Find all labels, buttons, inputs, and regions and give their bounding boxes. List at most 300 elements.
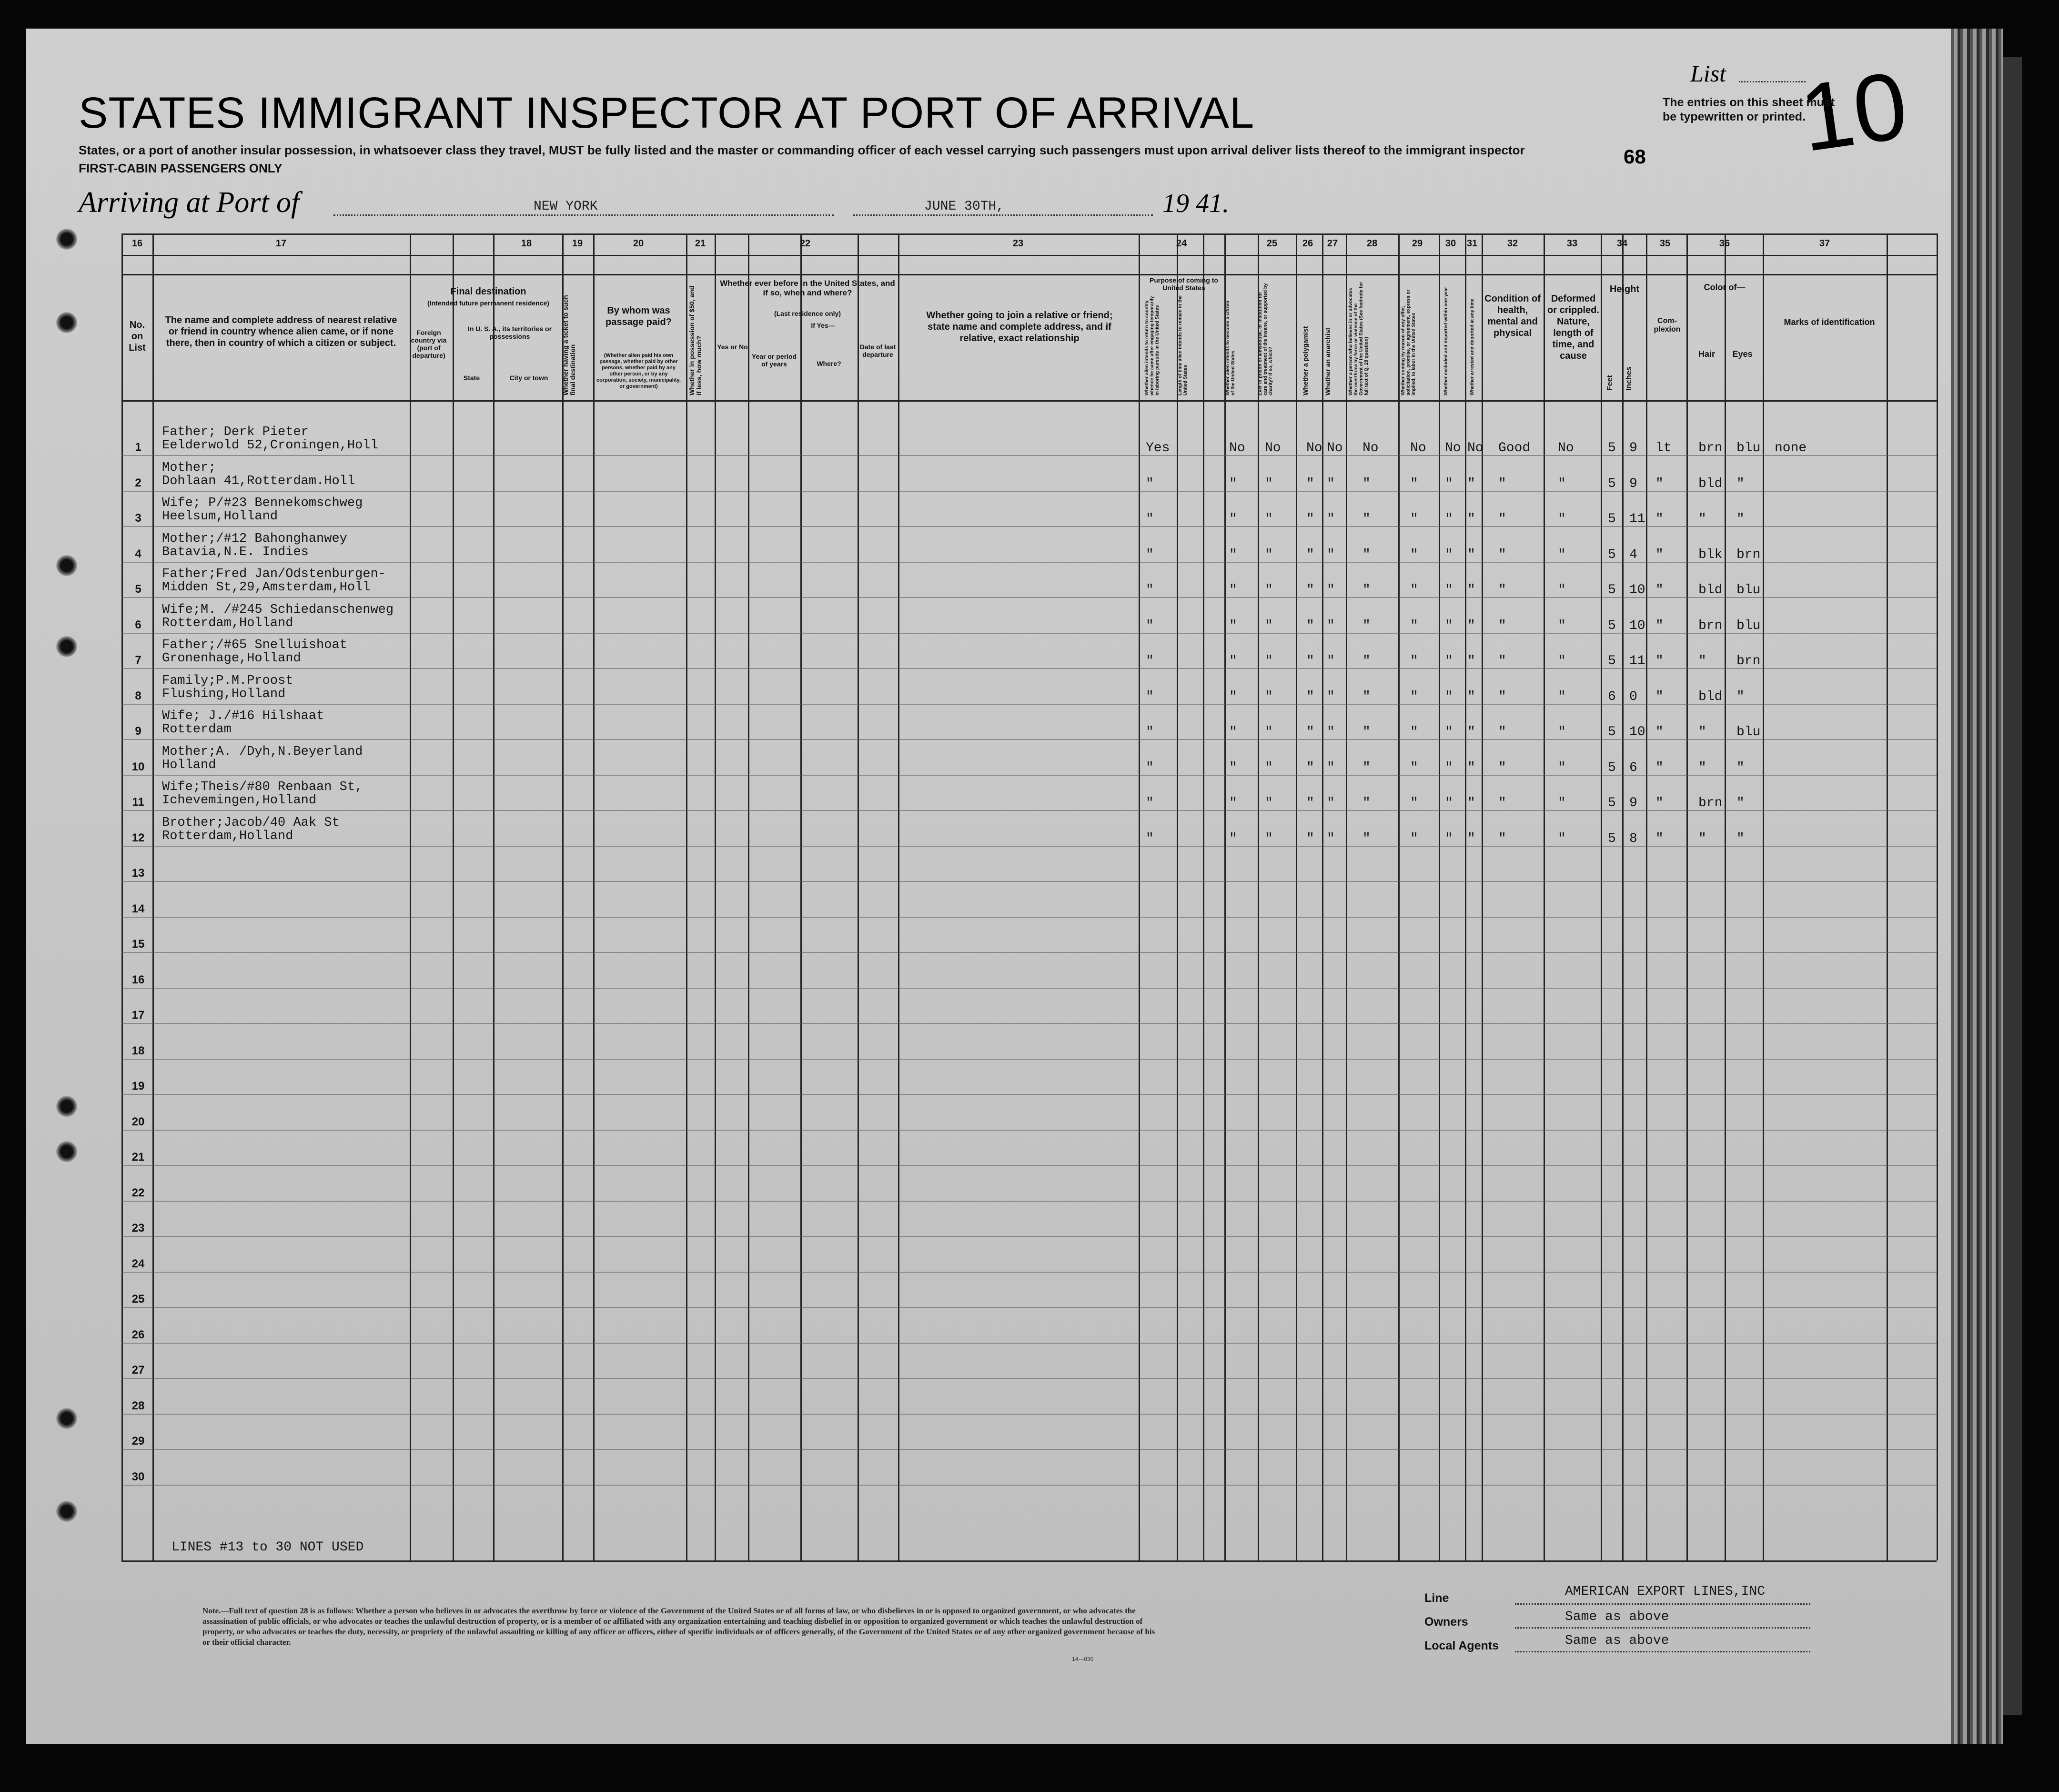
row-rule (121, 562, 1937, 563)
header-bottom-border (121, 400, 1937, 402)
cell-c26: " (1306, 512, 1314, 526)
row-number: 14 (131, 902, 145, 915)
header-purpose: Purpose of coming to United States (1150, 276, 1218, 292)
row-rule (121, 1272, 1937, 1273)
relative-address-line: Rotterdam (162, 722, 232, 737)
cell-purpose: " (1146, 583, 1154, 597)
column-rule (748, 233, 749, 1560)
cell-c28: " (1363, 512, 1371, 526)
column-rule (1439, 233, 1440, 1560)
row-number: 2 (135, 476, 141, 489)
column-rule (121, 233, 123, 1560)
row-number: 5 (135, 583, 141, 596)
cell-c27: No (1327, 441, 1343, 456)
binding-edge (2003, 57, 2022, 1715)
cell-deformed: " (1558, 476, 1566, 491)
row-number: 11 (132, 796, 144, 809)
row-rule (121, 775, 1937, 776)
cell-inches: 9 (1629, 476, 1637, 491)
page-title: STATES IMMIGRANT INSPECTOR AT PORT OF ARRIVAL (79, 89, 1255, 137)
cell-inches: 11 (1629, 512, 1645, 526)
cell-c25: " (1265, 831, 1273, 846)
cell-feet: 5 (1608, 831, 1616, 846)
cell-c29: " (1410, 725, 1418, 739)
cell-c-b: " (1229, 476, 1237, 491)
cell-purpose: " (1146, 512, 1154, 526)
header-inches: Inches (1625, 366, 1633, 391)
cell-inches: 0 (1629, 689, 1637, 704)
row-number: 18 (131, 1044, 145, 1057)
row-rule (121, 1236, 1937, 1237)
relative-name-line: Father;/#65 Snelluishoat (162, 638, 347, 652)
column-rule (453, 233, 454, 1560)
cell-feet: 5 (1608, 796, 1616, 810)
cell-c28: " (1363, 689, 1371, 704)
cell-deformed: " (1558, 831, 1566, 846)
column-rule (1177, 233, 1178, 1560)
cell-c28: " (1363, 725, 1371, 739)
cell-health: " (1498, 654, 1506, 668)
row-number: 3 (135, 512, 141, 525)
relative-address-line: Holland (162, 758, 216, 772)
cell-c27: " (1327, 476, 1335, 491)
punch-hole (56, 636, 77, 657)
cell-c27: " (1327, 618, 1335, 633)
column-rule (1224, 233, 1226, 1560)
column-rule (800, 233, 802, 1560)
header-last-residence: (Last residence only) (774, 310, 841, 317)
header-date-departure: Date of last departure (859, 343, 896, 358)
column-number: 22 (799, 238, 811, 249)
row-number: 12 (131, 831, 145, 844)
cell-c25: " (1265, 476, 1273, 491)
relative-name-line: Brother;Jacob/40 Aak St (162, 815, 340, 830)
cell-c27: " (1327, 725, 1335, 739)
cell-c25: " (1265, 618, 1273, 633)
relative-address-line: Eelderwold 52,Croningen,Holl (162, 438, 378, 453)
header-eyes: Eyes (1732, 349, 1753, 359)
cell-c27: " (1327, 512, 1335, 526)
cell-complexion: " (1655, 512, 1664, 526)
row-number: 9 (135, 725, 141, 738)
row-number: 20 (131, 1115, 145, 1128)
cell-inches: 10 (1629, 618, 1645, 633)
typewrite-note: The entries on this sheet must be typewritten or printed. (1663, 96, 1835, 123)
cell-deformed: " (1558, 689, 1566, 704)
line-value: AMERICAN EXPORT LINES,INC (1565, 1584, 1766, 1599)
cell-hair: " (1698, 654, 1706, 668)
punch-hole (56, 555, 77, 576)
column-rule (1601, 233, 1602, 1560)
cell-c27: " (1327, 831, 1335, 846)
cell-c25: " (1265, 583, 1273, 597)
header-overthrow: Whether a person who believes in or advocates the overthrow by force or violence of the Government of the United States (See footnote for full text of Q. 28 question) (1348, 282, 1369, 395)
row-number: 27 (131, 1364, 145, 1377)
relative-address-line: Midden St,29,Amsterdam,Holl (162, 580, 371, 595)
column-rule (493, 233, 495, 1560)
header-polygamist: Whether a polygamist (1302, 326, 1309, 395)
row-number: 21 (131, 1151, 145, 1164)
column-rule (152, 233, 154, 1560)
row-rule (121, 1094, 1937, 1095)
row-number: 29 (131, 1435, 145, 1448)
cell-c28: " (1363, 618, 1371, 633)
column-number: 28 (1366, 238, 1378, 249)
table-bottom-border (121, 1560, 1937, 1562)
row-rule (121, 1449, 1937, 1450)
relative-address-line: Ichevemingen,Holland (162, 793, 317, 808)
header-ticket: Whether having a ticket to such final destination (562, 295, 576, 395)
column-rule (1139, 233, 1140, 1560)
cell-hair: brn (1698, 441, 1723, 456)
cell-c30: " (1445, 618, 1453, 633)
cell-health: " (1498, 512, 1506, 526)
cell-c25: " (1265, 512, 1273, 526)
cell-health: " (1498, 760, 1506, 775)
agents-underline (1515, 1651, 1810, 1652)
cell-c31: " (1467, 725, 1475, 739)
cell-feet: 5 (1608, 512, 1616, 526)
cell-hair: blk (1698, 547, 1723, 562)
cell-c26: " (1306, 760, 1314, 775)
cell-c-b: " (1229, 547, 1237, 562)
cell-c-b: " (1229, 689, 1237, 704)
cell-hair: brn (1698, 796, 1723, 810)
cell-deformed: " (1558, 796, 1566, 810)
port-underline (333, 214, 834, 216)
column-rule (1725, 233, 1726, 1560)
cell-c29: " (1410, 618, 1418, 633)
column-number: 26 (1302, 238, 1313, 249)
cell-health: " (1498, 725, 1506, 739)
header-foreign-country: Foreign country via (port of departure) (411, 329, 447, 359)
row-rule (121, 1165, 1937, 1166)
cell-c-b: No (1229, 441, 1245, 456)
header-purpose-c: Whether alien intends to become a citizen of the United States (1225, 301, 1236, 395)
cell-c26: No (1306, 441, 1322, 456)
cell-complexion: " (1655, 725, 1664, 739)
cell-deformed: " (1558, 725, 1566, 739)
header-ever-before: Whether ever before in the United States, and if so, when and where? (720, 279, 895, 297)
cell-c28: " (1363, 547, 1371, 562)
cell-c30: " (1445, 583, 1453, 597)
row-number: 30 (131, 1470, 145, 1483)
owners-underline (1515, 1627, 1810, 1629)
cell-c30: " (1445, 725, 1453, 739)
cell-c28: " (1363, 476, 1371, 491)
cell-c25: " (1265, 725, 1273, 739)
row-number: 4 (135, 547, 141, 560)
row-number: 13 (131, 867, 145, 880)
cell-eyes: " (1736, 831, 1745, 846)
column-number: 37 (1819, 238, 1830, 249)
cell-health: " (1498, 476, 1506, 491)
row-number: 23 (131, 1222, 145, 1235)
punch-hole (56, 1408, 77, 1429)
column-number: 16 (131, 238, 143, 249)
cell-c30: " (1445, 512, 1453, 526)
cell-c27: " (1327, 654, 1335, 668)
cell-complexion: " (1655, 583, 1664, 597)
column-rule (1622, 233, 1624, 1560)
column-rule (1937, 233, 1938, 1560)
column-number: 18 (521, 238, 532, 249)
cell-c27: " (1327, 689, 1335, 704)
cell-hair: " (1698, 512, 1706, 526)
cell-c30: " (1445, 547, 1453, 562)
row-rule (121, 810, 1937, 811)
punch-hole (56, 312, 77, 333)
cell-c29: " (1410, 796, 1418, 810)
column-rule (593, 233, 595, 1560)
row-number: 16 (131, 973, 145, 986)
row-rule (121, 952, 1937, 953)
cell-c25: " (1265, 654, 1273, 668)
cell-health: " (1498, 583, 1506, 597)
column-rule (562, 233, 564, 1560)
column-number: 24 (1176, 238, 1187, 249)
cell-purpose: " (1146, 547, 1154, 562)
header-passage-note: (Whether alien paid his own passage, whether paid by other persons, whether paid by any other person, or by any corporation, society, municipality, or government) (596, 353, 681, 389)
cell-c27: " (1327, 760, 1335, 775)
header-marks: Marks of identification (1784, 317, 1875, 327)
row-rule (121, 1307, 1937, 1308)
cell-purpose: Yes (1146, 441, 1170, 456)
cell-hair: " (1698, 760, 1706, 775)
row-rule (121, 739, 1937, 740)
column-number: 30 (1445, 238, 1456, 249)
date-value: JUNE 30TH, (924, 199, 1005, 214)
cell-deformed: " (1558, 760, 1566, 775)
relative-name-line: Family;P.M.Proost (162, 673, 293, 688)
cell-c29: " (1410, 583, 1418, 597)
cell-inches: 8 (1629, 831, 1637, 846)
cell-c26: " (1306, 796, 1314, 810)
cell-c26: " (1306, 618, 1314, 633)
cell-c25: " (1265, 796, 1273, 810)
cell-purpose: " (1146, 476, 1154, 491)
cell-purpose: " (1146, 796, 1154, 810)
list-label: List (1690, 60, 1726, 87)
port-value: NEW YORK (534, 199, 598, 214)
header-where: Where? (817, 360, 841, 367)
cell-c30: " (1445, 689, 1453, 704)
cell-c31: " (1467, 512, 1475, 526)
cell-feet: 5 (1608, 654, 1616, 668)
cell-c28: " (1363, 583, 1371, 597)
relative-address-line: Dohlaan 41,Rotterdam.Holl (162, 474, 355, 488)
cell-c26: " (1306, 547, 1314, 562)
cell-health: " (1498, 618, 1506, 633)
cell-c-b: " (1229, 618, 1237, 633)
column-rule (1258, 233, 1259, 1560)
cell-c29: " (1410, 547, 1418, 562)
header-final-destination-note: (Intended future permanent residence) (427, 299, 549, 307)
relative-address-line: Heelsum,Holland (162, 509, 278, 524)
header-top-border (121, 274, 1937, 275)
relative-name-line: Mother;A. /Dyh,N.Beyerland (162, 744, 363, 759)
row-number: 26 (131, 1328, 145, 1341)
cell-purpose: " (1146, 689, 1154, 704)
cell-feet: 5 (1608, 547, 1616, 562)
column-number: 36 (1719, 238, 1730, 249)
date-underline (853, 214, 1153, 216)
column-number: 20 (633, 238, 644, 249)
row-number: 17 (131, 1009, 145, 1022)
header-condition: Condition of health, mental and physical (1484, 294, 1541, 338)
column-rule (1346, 233, 1347, 1560)
relative-name-line: Father; Derk Pieter (162, 425, 309, 439)
header-passage-paid: By whom was passage paid? (606, 305, 672, 327)
cell-c27: " (1327, 547, 1335, 562)
header-hair: Hair (1698, 349, 1715, 359)
column-number: 23 (1012, 238, 1024, 249)
cell-complexion: " (1655, 618, 1664, 633)
cell-feet: 6 (1608, 689, 1616, 704)
row-number: 7 (135, 654, 141, 667)
cell-feet: 5 (1608, 725, 1616, 739)
cell-eyes: " (1736, 760, 1745, 775)
column-rule (1203, 233, 1204, 1560)
cell-c26: " (1306, 654, 1314, 668)
row-number: 15 (131, 938, 145, 951)
row-rule (121, 988, 1937, 989)
cell-eyes: " (1736, 512, 1745, 526)
cell-c27: " (1327, 796, 1335, 810)
cell-c28: " (1363, 796, 1371, 810)
cell-deformed: " (1558, 618, 1566, 633)
cell-c29: " (1410, 512, 1418, 526)
cell-inches: 11 (1629, 654, 1645, 668)
cell-health: " (1498, 831, 1506, 846)
column-number: 31 (1466, 238, 1478, 249)
row-rule (121, 526, 1937, 527)
relative-name-line: Wife; P/#23 Bennekomschweg (162, 496, 363, 510)
cell-c28: " (1363, 760, 1371, 775)
cell-eyes: blu (1736, 583, 1761, 597)
row-number: 28 (131, 1399, 145, 1412)
relative-address-line: Flushing,Holland (162, 687, 286, 701)
cell-complexion: " (1655, 547, 1664, 562)
row-rule (121, 846, 1937, 847)
punch-hole (56, 1141, 77, 1162)
cell-c28: " (1363, 654, 1371, 668)
cell-c26: " (1306, 583, 1314, 597)
agents-value: Same as above (1565, 1633, 1669, 1648)
column-number: 32 (1507, 238, 1518, 249)
cell-eyes: " (1736, 689, 1745, 704)
cell-inches: 10 (1629, 725, 1645, 739)
table-top-border (121, 233, 1937, 235)
line-label: Line (1424, 1591, 1449, 1605)
cell-c31: " (1467, 689, 1475, 704)
cell-complexion: " (1655, 831, 1664, 846)
cell-eyes: brn (1736, 547, 1761, 562)
column-number: 29 (1412, 238, 1423, 249)
cell-c-b: " (1229, 654, 1237, 668)
cell-c26: " (1306, 689, 1314, 704)
header-joining: Whether going to join a relative or friend; state name and complete address, and if relative, exact relationship (926, 310, 1113, 344)
cell-feet: 5 (1608, 583, 1616, 597)
cell-c28: " (1363, 831, 1371, 846)
relative-address-line: Batavia,N.E. Indies (162, 545, 309, 559)
list-number: 10 (1794, 51, 1914, 172)
header-if-yes: If Yes— (811, 322, 835, 329)
row-number: 6 (135, 618, 141, 631)
cell-c30: " (1445, 796, 1453, 810)
unused-lines-note: LINES #13 to 30 NOT USED (172, 1540, 364, 1555)
row-number: 19 (131, 1080, 145, 1093)
cell-c-b: " (1229, 725, 1237, 739)
cell-c31: " (1467, 760, 1475, 775)
header-complexion: Com-plexion (1654, 317, 1681, 334)
cell-c25: " (1265, 547, 1273, 562)
header-prison: Ever in prison or almshouse, or institution for care and treatment of the insane, or supported by charity? If so, which? (1258, 283, 1273, 395)
cell-inches: 4 (1629, 547, 1637, 562)
colnum-divider (121, 255, 1937, 256)
cell-c31: " (1467, 796, 1475, 810)
agents-label: Local Agents (1424, 1639, 1499, 1652)
cell-purpose: " (1146, 654, 1154, 668)
cell-c31: " (1467, 583, 1475, 597)
header-year-period: Year or period of years (751, 353, 797, 368)
row-number: 8 (135, 689, 141, 702)
punch-hole (56, 1501, 77, 1522)
question-28-footnote: Note.—Full text of question 28 is as follows: Whether a person who believes in or advocates the overthrow by force or violence of the Government of the United States or of all forms of law, or who disbelieves in or is opposed to organized government, or who advocates the assassination of public officials, or who advocates or teaches the unlawful destruction of property, or is a member of or affiliated with any organization entertaining and teaching disbelief in or opposition to organized government or which teaches the unlawful destruction of property, or who advocates or teaches the duty, necessity, or propriety of the unlawful assaulting or killing of any officer or officers, either of specific individuals or of officers generally, of the Government of the United States or of any other organized government because of his or their official character. (202, 1606, 1155, 1647)
relative-name-line: Father;Fred Jan/Odstenburgen- (162, 567, 386, 581)
column-rule (1322, 233, 1323, 1560)
cell-c29: No (1410, 441, 1426, 456)
header-purpose-b: Length of time alien intends to remain in the United States (1178, 295, 1188, 395)
cell-c29: " (1410, 689, 1418, 704)
cell-deformed: " (1558, 583, 1566, 597)
relative-name-line: Wife; J./#16 Hilshaat (162, 709, 324, 723)
row-number: 24 (131, 1257, 145, 1270)
cell-c26: " (1306, 476, 1314, 491)
cell-hair: bld (1698, 476, 1723, 491)
column-number: 27 (1327, 238, 1338, 249)
class-line: FIRST-CABIN PASSENGERS ONLY (79, 161, 283, 175)
form-code: 14—830 (1072, 1656, 1094, 1662)
year-value: 19 41. (1162, 189, 1229, 218)
row-rule (121, 1059, 1937, 1060)
cell-complexion: " (1655, 796, 1664, 810)
cell-c29: " (1410, 760, 1418, 775)
cell-c31: " (1467, 476, 1475, 491)
cell-c25: " (1265, 760, 1273, 775)
cell-eyes: " (1736, 796, 1745, 810)
column-rule (1686, 233, 1688, 1560)
column-rule (686, 233, 687, 1560)
owners-value: Same as above (1565, 1610, 1669, 1624)
row-rule (121, 881, 1937, 882)
cell-c28: No (1363, 441, 1379, 456)
row-rule (121, 1201, 1937, 1202)
cell-feet: 5 (1608, 618, 1616, 633)
cell-c31: " (1467, 547, 1475, 562)
sheet-number: 68 (1624, 145, 1646, 168)
cell-purpose: " (1146, 725, 1154, 739)
cell-c26: " (1306, 831, 1314, 846)
row-rule (121, 1130, 1937, 1131)
column-rule (1465, 233, 1466, 1560)
cell-c30: " (1445, 476, 1453, 491)
cell-c29: " (1410, 476, 1418, 491)
cell-health: Good (1498, 441, 1531, 456)
column-rule (1887, 233, 1888, 1560)
cell-c-b: " (1229, 512, 1237, 526)
header-deported: Whether arrested and deported at any time (1470, 298, 1475, 395)
